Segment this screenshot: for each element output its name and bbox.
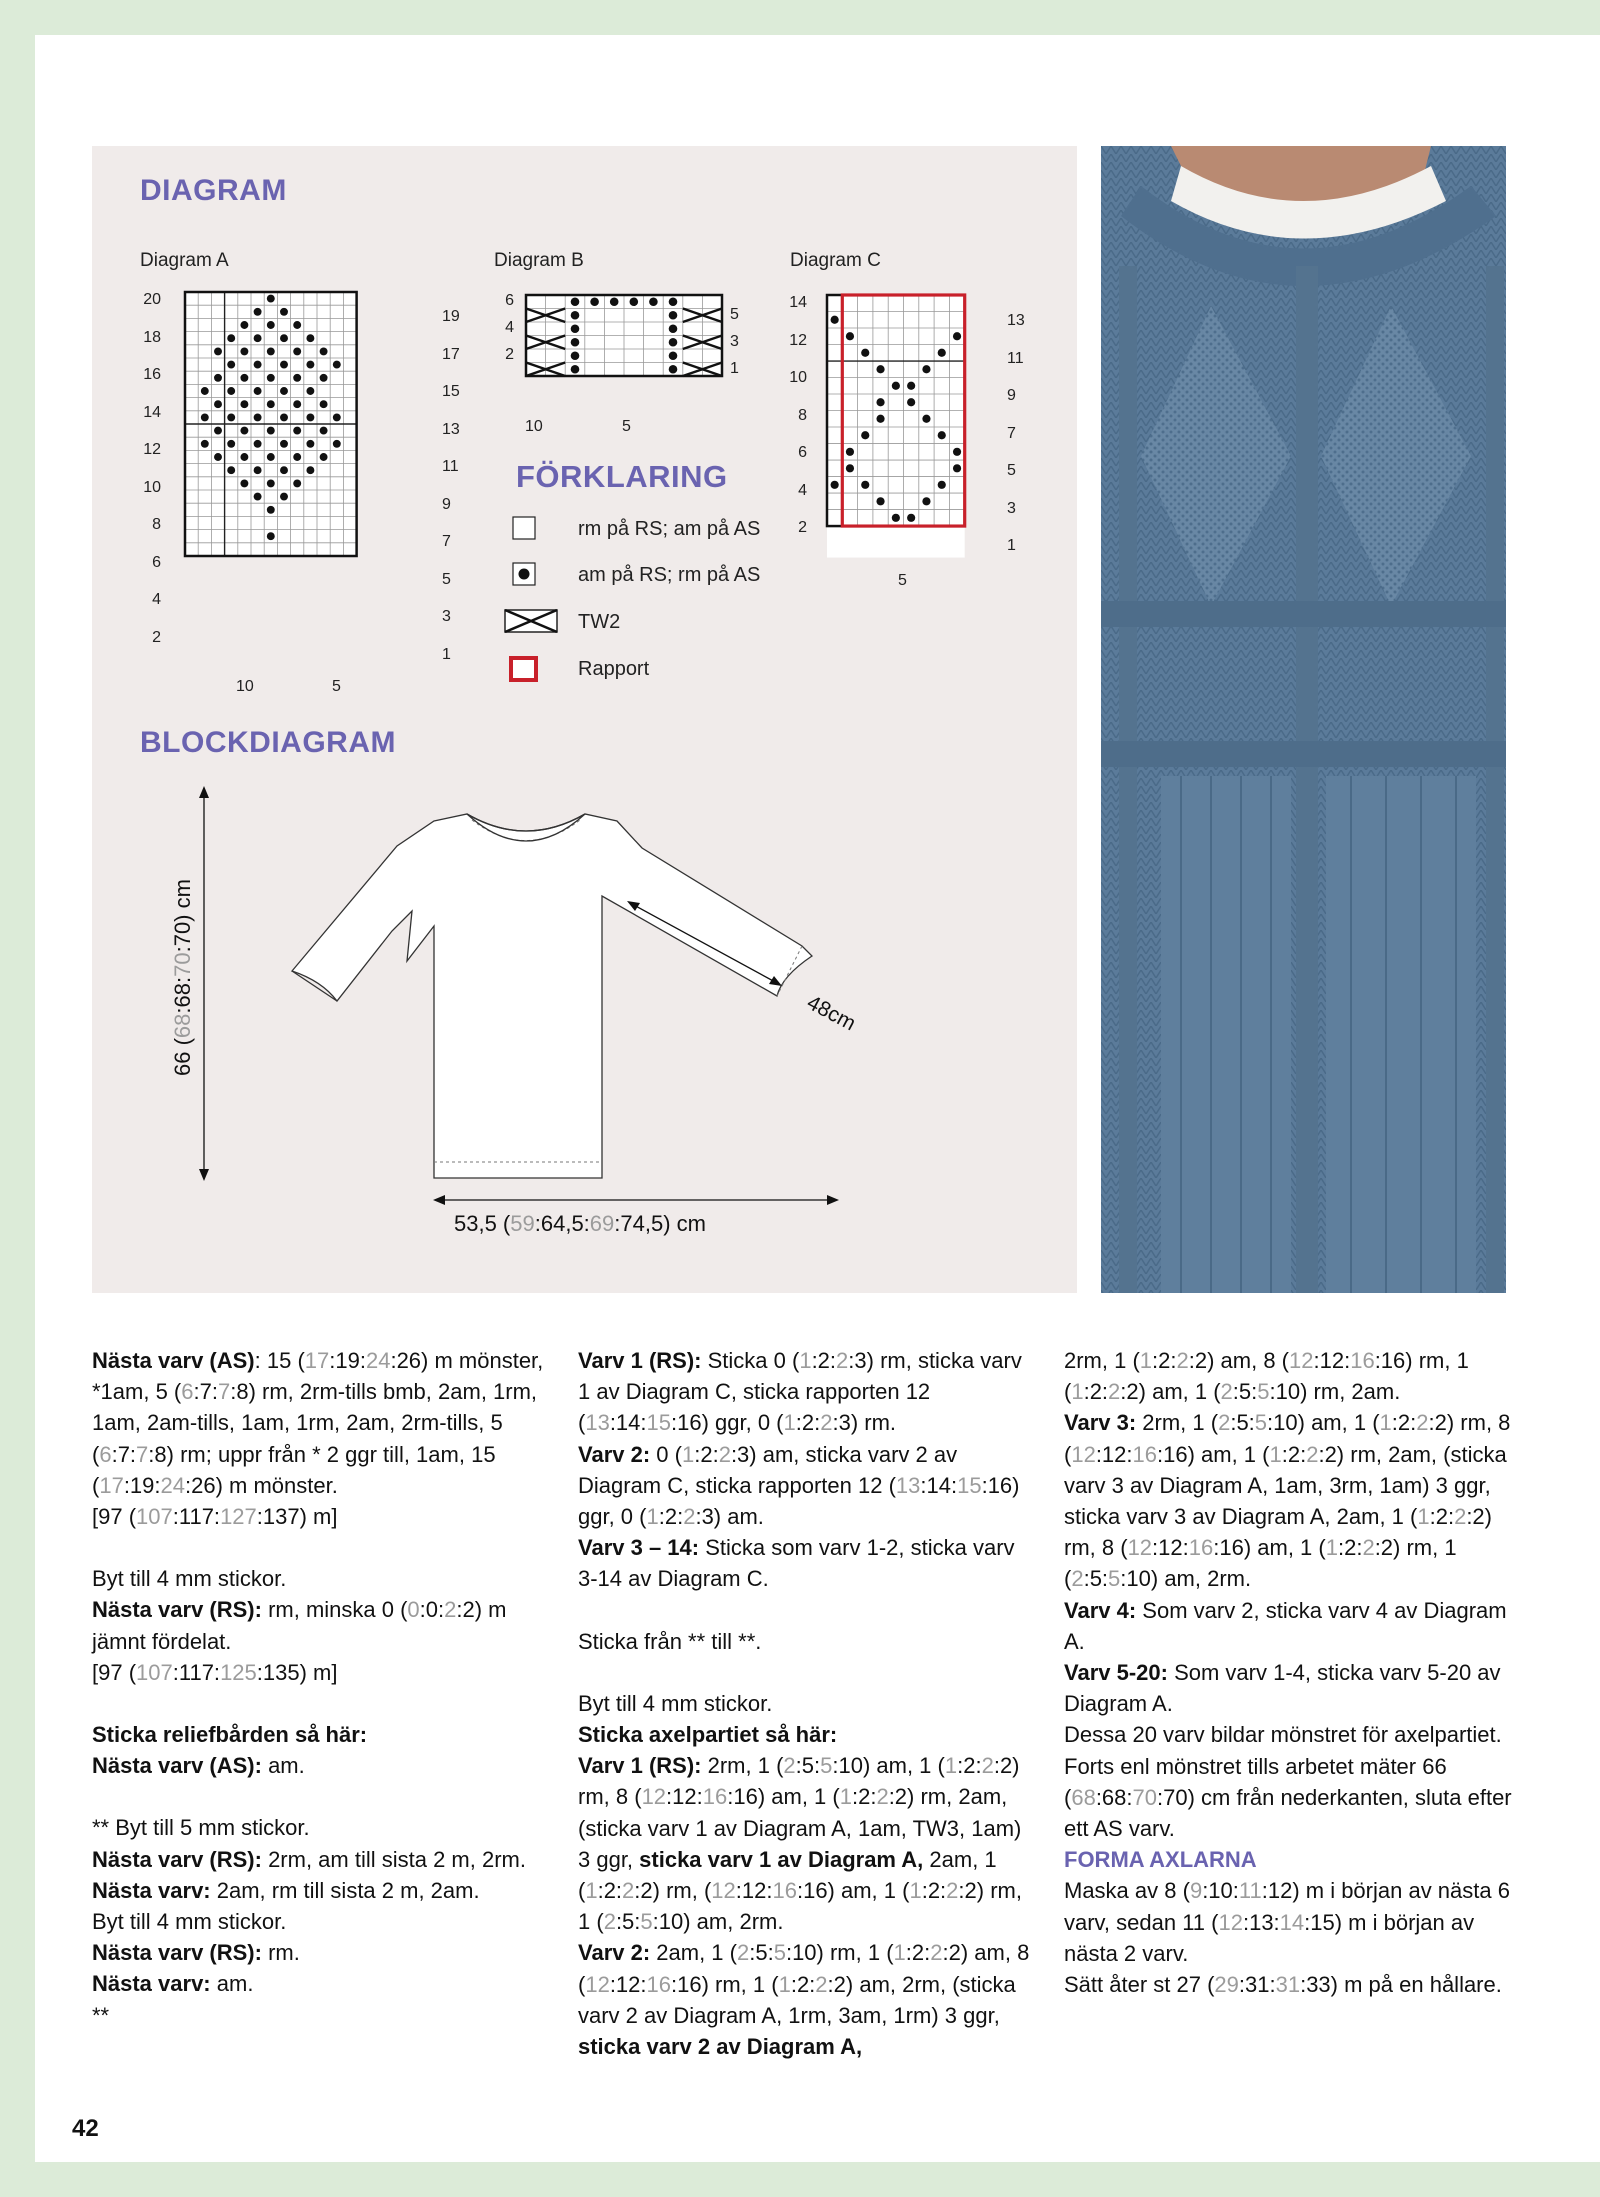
row-number-label: 10: [143, 478, 161, 496]
knit-dot-mark: [293, 400, 301, 408]
knit-dot-mark: [669, 351, 678, 360]
knit-dot-mark: [320, 374, 328, 382]
row-number-label: 19: [442, 308, 460, 325]
knit-dot-mark: [240, 453, 248, 461]
row-number-label: 2: [152, 628, 161, 646]
row-number-label: 6: [505, 292, 514, 309]
knit-dot-mark: [669, 365, 678, 374]
row-number-label: 5: [442, 570, 451, 588]
row-number-label: 1: [730, 360, 739, 377]
knit-dot-mark: [240, 427, 248, 435]
row-number-label: 13: [1007, 312, 1025, 329]
knit-dot-mark: [571, 351, 580, 360]
row-number-label: 20: [143, 291, 161, 308]
legend-item-3: TW2: [578, 611, 621, 633]
row-number-label: 7: [1007, 424, 1016, 442]
knit-dot-mark: [846, 332, 854, 340]
knit-dot-mark: [201, 440, 209, 448]
knit-dot-mark: [571, 297, 580, 306]
knit-dot-mark: [280, 308, 288, 316]
knit-dot-mark: [861, 349, 869, 357]
row-number-label: 4: [798, 481, 807, 499]
diagram-c-label: Diagram C: [790, 250, 881, 271]
page-number: 42: [72, 2115, 99, 2142]
red-square-icon: [508, 655, 540, 683]
width-label: 53,5 (59:64,5:69:74,5) cm: [454, 1211, 706, 1236]
sweater-photo-icon: [1101, 146, 1506, 1293]
knit-dot-mark: [293, 453, 301, 461]
knit-dot-mark: [320, 453, 328, 461]
diagram-title: DIAGRAM: [140, 174, 287, 207]
knit-dot-mark: [280, 387, 288, 395]
row-number-label: 7: [442, 533, 451, 550]
knit-dot-mark: [280, 413, 288, 421]
knit-dot-mark: [320, 400, 328, 408]
row-number-label: 3: [442, 608, 451, 625]
row-number-label: 16: [143, 366, 161, 383]
text-column-1: Nästa varv (AS): 15 (17:19:24:26) m mönster, *1am, 5 (6:7:7:8) rm, 2rm-tills bmb, 2am, 1rm, 1am, 2am-tills, 1am, 1rm, 2am, 2rm-tills, 5 (6:7:7:8) rm; uppr från * 2 ggr till, 1am, 15 (17:19:24:26) m mönster. [97 (107:117:127:137) m] Byt till 4 mm stickor. Nästa varv (RS): rm, minska 0 (0:0:2:2) m jämnt fördelat. [97 (107:117:125:135) m] Sticka reliefbården så här: Nästa varv (AS): am. ** Byt till 5 mm stickor. Nästa varv (RS): 2rm, am till sista 2 m, 2rm. Nästa varv: 2am, rm till sista 2 m, 2am. Byt till 4 mm stickor. Nästa varv (RS): rm. Nästa varv: am. **: [92, 1348, 544, 2028]
knit-dot-mark: [938, 349, 946, 357]
knit-dot-mark: [280, 493, 288, 501]
knit-dot-mark: [610, 297, 619, 306]
knit-dot-mark: [267, 347, 275, 355]
row-number-label: 5: [730, 306, 739, 323]
knit-dot-mark: [922, 415, 930, 423]
knit-dot-mark: [892, 382, 900, 390]
diagram-a-chart: [182, 289, 422, 669]
row-number-label: 10: [789, 369, 807, 386]
row-number-label: 9: [1007, 387, 1016, 404]
row-number-label: 3: [730, 333, 739, 350]
diagram-c-chart: [817, 292, 992, 562]
diagram-b-label: Diagram B: [494, 250, 584, 271]
knit-dot-mark: [669, 324, 678, 333]
knit-dot-mark: [267, 321, 275, 329]
knit-dot-mark: [306, 334, 314, 342]
row-number-label: 1: [1007, 537, 1016, 554]
knit-dot-mark: [254, 493, 262, 501]
knit-dot-mark: [630, 297, 639, 306]
row-number-label: 15: [442, 383, 460, 400]
knit-dot-mark: [669, 338, 678, 347]
knit-dot-mark: [227, 361, 235, 369]
column-number-label: 5: [898, 572, 907, 589]
knit-dot-mark: [267, 374, 275, 382]
knit-dot-mark: [831, 316, 839, 324]
row-number-label: 17: [442, 345, 460, 363]
knit-dot-mark: [320, 427, 328, 435]
knit-dot-mark: [831, 481, 839, 489]
knit-dot-mark: [293, 427, 301, 435]
knit-dot-mark: [293, 321, 301, 329]
row-number-label: 3: [1007, 499, 1016, 517]
knit-dot-mark: [571, 365, 580, 374]
row-number-label: 4: [152, 591, 161, 608]
knit-dot-mark: [214, 347, 222, 355]
knit-dot-mark: [293, 374, 301, 382]
knit-dot-mark: [267, 479, 275, 487]
row-number-label: 11: [1007, 349, 1024, 367]
knit-dot-mark: [240, 479, 248, 487]
knit-dot-mark: [571, 311, 580, 320]
knit-dot-mark: [669, 297, 678, 306]
row-number-label: 12: [789, 331, 807, 349]
legend-title: FÖRKLARING: [516, 459, 728, 494]
knit-dot-mark: [846, 464, 854, 472]
row-number-label: 12: [143, 441, 161, 458]
knit-dot-mark: [861, 481, 869, 489]
diagram-panel: [92, 146, 1077, 1293]
knit-dot-mark: [280, 466, 288, 474]
knit-dot-mark: [267, 532, 275, 540]
sleeve-length-label: 48cm: [803, 991, 860, 1036]
knit-dot-mark: [280, 440, 288, 448]
knit-dot-mark: [876, 365, 884, 373]
dot-square-icon: [508, 562, 540, 586]
row-number-label: 6: [798, 444, 807, 461]
knit-dot-mark: [938, 481, 946, 489]
knit-dot-mark: [306, 361, 314, 369]
length-label: 66 (68:68:70:70) cm: [170, 879, 195, 1076]
knit-dot-mark: [240, 347, 248, 355]
knit-dot-mark: [571, 324, 580, 333]
diagram-b-chart: [523, 292, 733, 382]
knit-dot-mark: [953, 464, 961, 472]
row-number-label: 18: [143, 328, 161, 346]
knit-dot-mark: [922, 497, 930, 505]
knit-dot-mark: [267, 506, 275, 514]
row-number-label: 11: [442, 458, 459, 475]
knit-dot-mark: [267, 295, 275, 303]
knit-dot-mark: [201, 413, 209, 421]
legend-item-1: rm på RS; am på AS: [578, 518, 761, 540]
knit-dot-mark: [214, 453, 222, 461]
knit-dot-mark: [649, 297, 658, 306]
knit-dot-mark: [953, 448, 961, 456]
row-number-label: 14: [143, 403, 161, 421]
knit-dot-mark: [938, 431, 946, 439]
knit-dot-mark: [254, 387, 262, 395]
row-number-label: 5: [1007, 462, 1016, 479]
knit-dot-mark: [254, 413, 262, 421]
column-number-label: 10: [236, 678, 254, 695]
knit-dot-mark: [306, 440, 314, 448]
knit-dot-mark: [320, 347, 328, 355]
knit-dot-mark: [669, 311, 678, 320]
knit-dot-mark: [907, 382, 915, 390]
knit-dot-mark: [907, 514, 915, 522]
knit-dot-mark: [846, 448, 854, 456]
knit-dot-mark: [876, 398, 884, 406]
knit-dot-mark: [214, 374, 222, 382]
row-number-label: 2: [505, 346, 514, 363]
knit-dot-mark: [240, 374, 248, 382]
knit-dot-mark: [254, 334, 262, 342]
knit-dot-mark: [280, 334, 288, 342]
knit-dot-mark: [240, 321, 248, 329]
knit-dot-mark: [227, 466, 235, 474]
knit-dot-mark: [590, 297, 599, 306]
row-number-label: 13: [442, 420, 460, 438]
knit-dot-mark: [280, 361, 288, 369]
row-number-label: 1: [442, 645, 451, 663]
row-number-label: 8: [152, 516, 161, 533]
knit-dot-mark: [293, 479, 301, 487]
block-title: BLOCKDIAGRAM: [140, 726, 396, 759]
knit-dot-mark: [214, 400, 222, 408]
knit-dot-mark: [254, 308, 262, 316]
knit-dot-mark: [214, 427, 222, 435]
knit-dot-mark: [267, 427, 275, 435]
knit-dot-mark: [254, 440, 262, 448]
knit-dot-mark: [254, 361, 262, 369]
row-number-label: 14: [789, 294, 807, 311]
knit-dot-mark: [227, 387, 235, 395]
knit-dot-mark: [571, 338, 580, 347]
knit-dot-mark: [922, 365, 930, 373]
text-column-2: Varv 1 (RS): Sticka 0 (1:2:2:3) rm, sticka varv 1 av Diagram C, sticka rapporten 12 (13:14:15:16) ggr, 0 (1:2:2:3) rm. Varv 2: 0 (1:2:2:3) am, sticka varv 2 av Diagram C, sticka rapporten 12 (13:14:15:16) ggr, 0 (1:2:2:3) am. Varv 3 – 14: Sticka som varv 1-2, sticka varv 3-14 av Diagram C. Sticka från ** till **. Byt till 4 mm stickor. Sticka axelpartiet så här: Varv 1 (RS): 2rm, 1 (2:5:5:10) am, 1 (1:2:2:2) rm, 8 (12:12:16:16) am, 1 (1:2:2:2) rm, 2am, (sticka varv 1 av Diagram A, 1am, TW3, 1am) 3 ggr, sticka varv 1 av Diagram A, 2am, 1 (1:2:2:2) rm, (12:12:16:16) am, 1 (1:2:2:2) rm, 1 (2:5:5:10) am, 2rm. Varv 2: 2am, 1 (2:5:5:10) rm, 1 (1:2:2:2) am, 8 (12:12:16:16) rm, 1 (1:2:2:2) am, 2rm, (sticka varv 2 av Diagram A, 1rm, 3am, 1rm) 3 ggr, sticka varv 2 av Diagram A,: [578, 1348, 1030, 2060]
column-number-label: 10: [525, 418, 543, 435]
knit-dot-mark: [254, 466, 262, 474]
knit-dot-mark: [306, 413, 314, 421]
knit-dot-mark: [306, 466, 314, 474]
row-number-label: 9: [442, 495, 451, 513]
text-column-3: 2rm, 1 (1:2:2:2) am, 8 (12:12:16:16) rm, 1 (1:2:2:2) am, 1 (2:5:5:10) rm, 2am. Varv 3: 2rm, 1 (2:5:5:10) am, 1 (1:2:2:2) rm, 8 (12:12:16:16) am, 1 (1:2:2:2) rm, 2am, (sticka varv 3 av Diagram A, 1am, 3rm, 1am) 3 ggr, sticka varv 3 av Diagram A, 2am, 1 (1:2:2:2) rm, 8 (12:12:16:16) am, 1 (1:2:2:2) rm, 1 (2:5:5:10) am, 2rm. Varv 4: Som varv 2, sticka varv 4 av Diagram A. Varv 5-20: Som varv 1-4, sticka varv 5-20 av Diagram A. Dessa 20 varv bildar mönstret för axelpartiet. Forts enl mönstret tills arbetet mäter 66 (68:68:70:70) cm från nederkanten, sluta efter ett AS varv. FORMA AXLARNA Maska av 8 (9:10:11:12) m i början av nästa 6 varv, sedan 11 (12:13:14:15) m i början av nästa 2 varv. Sätt åter st 27 (29:31:31:33) m på en hållare.: [1064, 1348, 1512, 1998]
knit-dot-mark: [306, 387, 314, 395]
knit-dot-mark: [227, 413, 235, 421]
knit-dot-mark: [240, 400, 248, 408]
knit-dot-mark: [907, 398, 915, 406]
knit-dot-mark: [267, 453, 275, 461]
knit-dot-mark: [861, 431, 869, 439]
knit-dot-mark: [876, 415, 884, 423]
legend-item-2: am på RS; rm på AS: [578, 564, 761, 586]
row-number-label: 4: [505, 319, 514, 336]
knit-dot-mark: [876, 497, 884, 505]
knit-dot-mark: [892, 514, 900, 522]
knit-dot-mark: [227, 440, 235, 448]
column-number-label: 5: [332, 678, 341, 695]
empty-square-icon: [508, 516, 540, 540]
knit-dot-mark: [953, 332, 961, 340]
knit-dot-mark: [333, 361, 341, 369]
knit-dot-mark: [333, 413, 341, 421]
knit-dot-mark: [333, 440, 341, 448]
cross-twist-icon: [504, 609, 558, 633]
knit-dot-mark: [227, 334, 235, 342]
knit-dot-mark: [267, 400, 275, 408]
row-number-label: 2: [798, 519, 807, 536]
column-number-label: 5: [622, 418, 631, 435]
diagram-a-label: Diagram A: [140, 250, 229, 271]
legend-item-4: Rapport: [578, 658, 650, 680]
knit-dot-mark: [201, 387, 209, 395]
knit-dot-mark: [293, 347, 301, 355]
row-number-label: 6: [152, 553, 161, 571]
row-number-label: 8: [798, 406, 807, 424]
